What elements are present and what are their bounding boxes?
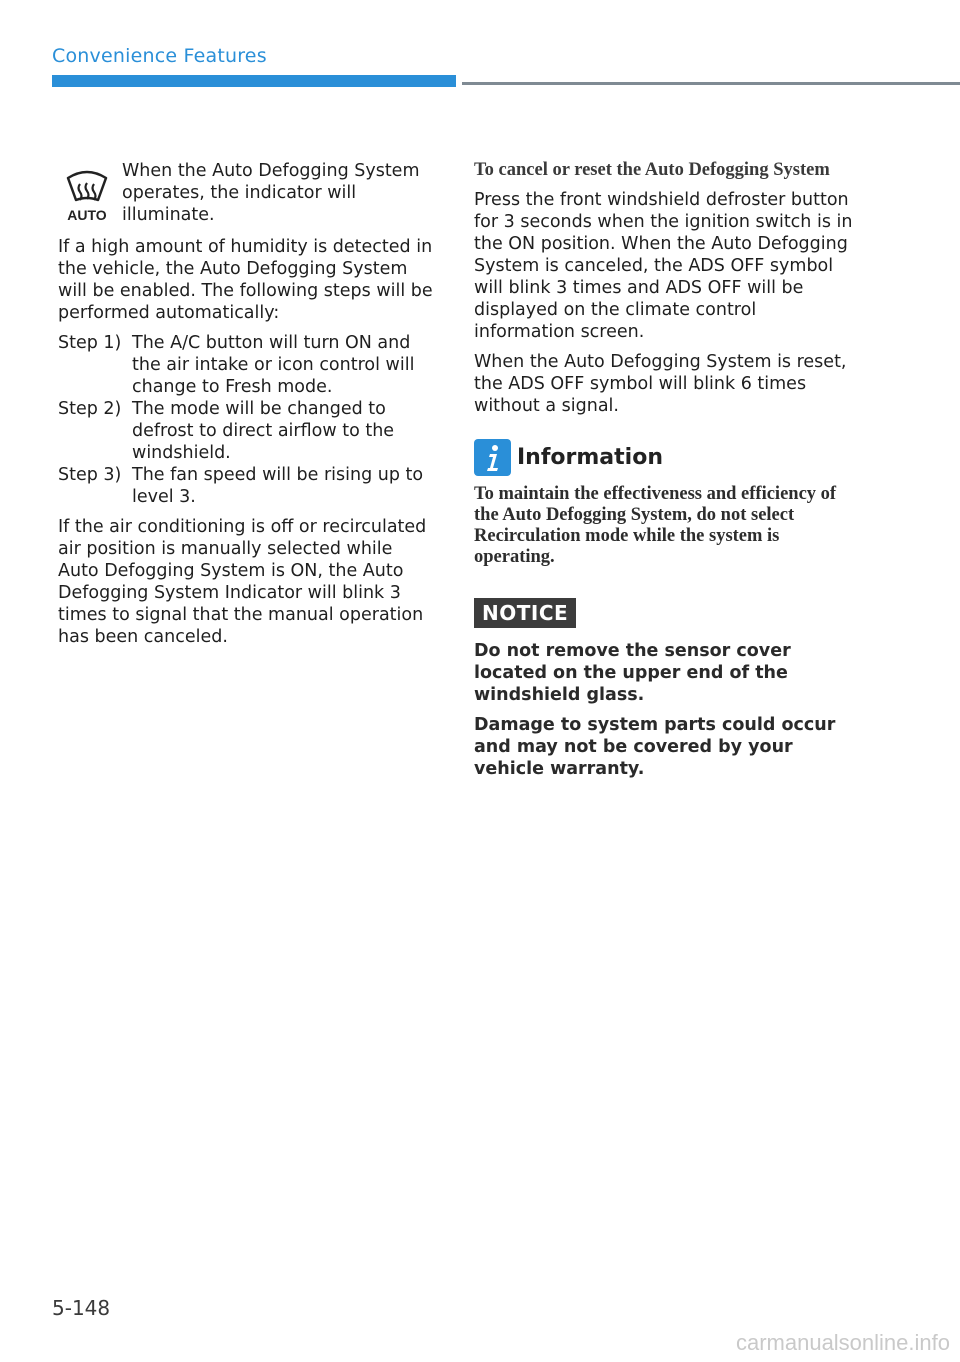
step-item	[58, 464, 438, 508]
step-text: The mode will be changed to defrost to direct airflow to the windshield.	[132, 399, 395, 463]
notice-text	[474, 640, 854, 780]
page-number: 5-148	[52, 1296, 111, 1320]
cancel-reset-heading: To cancel or reset the Auto Defogging System	[474, 160, 830, 180]
watermark: carmanualsonline.info	[735, 1330, 950, 1355]
information-header	[474, 439, 854, 476]
step-item	[58, 332, 438, 398]
info-icon	[474, 439, 511, 476]
header-bar-accent	[52, 75, 456, 87]
information-text: To maintain the effectiveness and efficiency of the Auto Defogging System, do not select Recirculation mode while the system is operating.	[474, 484, 837, 567]
header-bar-rule	[462, 82, 960, 85]
cancel-paragraph: Press the front windshield defroster button for 3 seconds when the ignition switch is in the ON position. When the Auto Defogging System is canceled, the ADS OFF symbol will blink 3 times and ADS OFF will be displayed on the climate control information screen.	[474, 190, 853, 342]
step-text: The A/C button will turn ON and the air intake or icon control will change to Fresh mode.	[132, 333, 415, 397]
auto-defog-icon	[58, 166, 122, 222]
step-label: Step 3)	[58, 465, 122, 485]
left-column	[58, 160, 438, 656]
step-text: The fan speed will be rising up to level 3.	[132, 465, 424, 507]
right-column	[474, 160, 854, 788]
notice-paragraph: Do not remove the sensor cover located on the upper end of the windshield glass.	[474, 641, 791, 705]
step-list	[58, 332, 438, 508]
information-box	[474, 439, 854, 568]
information-title: Information	[517, 444, 663, 470]
step-label: Step 1)	[58, 333, 122, 353]
intro-paragraph: If a high amount of humidity is detected in the vehicle, the Auto Defogging System will be enabled. The following steps will be performed automatically:	[58, 237, 433, 323]
notice-paragraph: Damage to system parts could occur and may not be covered by your vehicle warranty.	[474, 715, 836, 779]
indicator-description	[58, 160, 438, 226]
step-item	[58, 398, 438, 464]
auto-icon-label: AUTO	[67, 207, 107, 222]
outro-paragraph: If the air conditioning is off or recirculated air position is manually selected while Auto Defogging System is ON, the Auto Defogging System Indicator will blink 3 times to signal that the manual operation has been canceled.	[58, 517, 427, 647]
notice-badge: NOTICE	[474, 598, 576, 628]
reset-paragraph: When the Auto Defogging System is reset, the ADS OFF symbol will blink 6 times without a signal.	[474, 352, 847, 416]
step-label: Step 2)	[58, 399, 122, 419]
indicator-text: When the Auto Defogging System operates, the indicator will illuminate.	[122, 161, 420, 225]
section-title: Convenience Features	[52, 45, 267, 67]
